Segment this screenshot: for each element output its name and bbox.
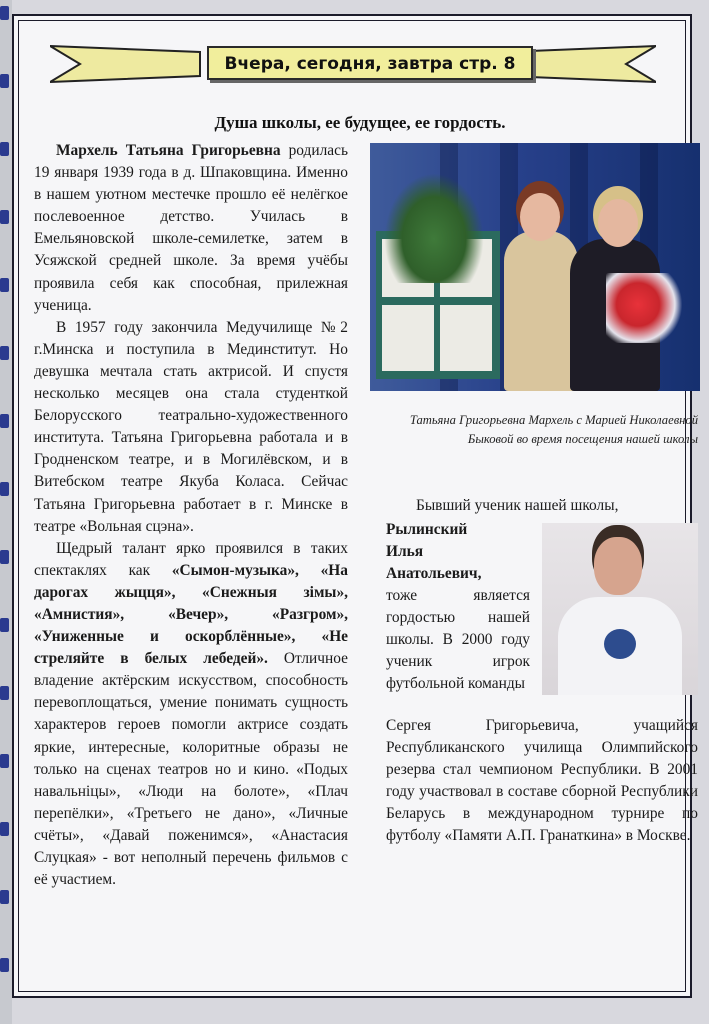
binding-ring (0, 958, 9, 972)
person-figure (598, 199, 638, 247)
newspaper-page (12, 14, 698, 998)
student-patronymic: Анатольевич, (386, 565, 482, 583)
shirt-logo (604, 629, 636, 659)
spiral-binding (0, 0, 12, 1024)
person-name: Мархель Татьяна Григорьевна (56, 142, 281, 159)
person-figure (520, 193, 560, 241)
binding-ring (0, 142, 9, 156)
binding-ring (0, 346, 9, 360)
paragraph-text: родилась 19 января 1939 года в д. Шпаковщина. Именно в нашем уютном местечке прошло её нелёгкое послевоенное детство. Училась в Емельяновской школе-семилетке, затем в Усяжской средней школе. За время учёбы проявила себя как способная, прилежная ученица. (34, 142, 348, 314)
paragraph-roles (34, 538, 348, 892)
binding-ring (0, 754, 9, 768)
binding-ring (0, 482, 9, 496)
binding-ring (0, 822, 9, 836)
article-headline: Душа школы, ее будущее, ее гордость. (214, 113, 506, 132)
student-first-name: Илья (386, 543, 424, 561)
student-surname: Рылинский (386, 521, 468, 538)
binding-ring (0, 210, 9, 224)
left-column (34, 140, 348, 891)
banner-title-box (207, 46, 533, 80)
photo-visit (370, 143, 700, 391)
binding-ring (0, 278, 9, 292)
student-intro: Бывший ученик нашей школы, (416, 497, 619, 514)
student-text-wide: Сергея Григорьевича, учащийся Республиканского училища Олимпийского резерва стал чемпионом Республики. В 2001 году участвовал в составе сборной Республики Беларусь в международном турнире по футболу «Памяти А.П. Гранаткина» в Москве. (386, 717, 698, 845)
binding-ring (0, 618, 9, 632)
paragraph-biography (34, 140, 348, 317)
paragraph-career: В 1957 году закончила Медучилище №2 г.Минска и поступила в Мединститут. Но девушка мечтала стать актрисой. И спустя несколько месяцев она стала студенткой Белорусского театрально-художественного института. Татьяна Григорьевна работала и в Гродненском театре, и в Могилёвском, и в Витебском театре Якуба Коласа. Сейчас Татьяна Григорьевна работает в г. Минске в театре «Вольная сцэна». (34, 318, 348, 535)
plant (384, 173, 484, 283)
binding-ring (0, 6, 9, 20)
student-name (386, 519, 534, 585)
binding-ring (0, 890, 9, 904)
binding-ring (0, 686, 9, 700)
flower-bouquet (606, 273, 686, 343)
binding-ring (0, 550, 9, 564)
banner-title: Вчера, сегодня, завтра стр. 8 (224, 54, 516, 74)
paragraph-text: Щедрый талант ярко проявился в таких спектаклях как (34, 539, 348, 579)
photo-student (542, 523, 698, 695)
binding-ring (0, 414, 9, 428)
student-text-narrow: тоже является гордостью нашей школы. В 2000 году ученик игрок футбольной команды (386, 587, 530, 693)
play-list: «Сымон-музыка», «На дарогах жыцця», «Снежныя зімы», «Амнистия», «Вечер», «Разгром», «Униженные и оскорблённые», «Не стреляйте в белых лебедей». (34, 561, 348, 668)
photo-caption: Татьяна Григорьевна Мархель с Марией Николаевной Быковой во время посещения нашей школы (409, 413, 698, 446)
binding-ring (0, 74, 9, 88)
paragraph-text: Отличное владение актёрским искусством, способность перевоплощаться, умение понимать сущность характеров героев помогли актрисе создать яркие, интересные, колоритные образы не только на сценах театров но и кино. «Подых навальніцы», «Люди на болоте», «Плач перепёлки», «Третьего не дано», «Личные счёты», «Давай поженимся», «Анастасия Слуцкая» - вот неполный перечень фильмов с её участием. (34, 650, 348, 889)
person-figure (594, 537, 642, 595)
header-banner (50, 38, 656, 88)
